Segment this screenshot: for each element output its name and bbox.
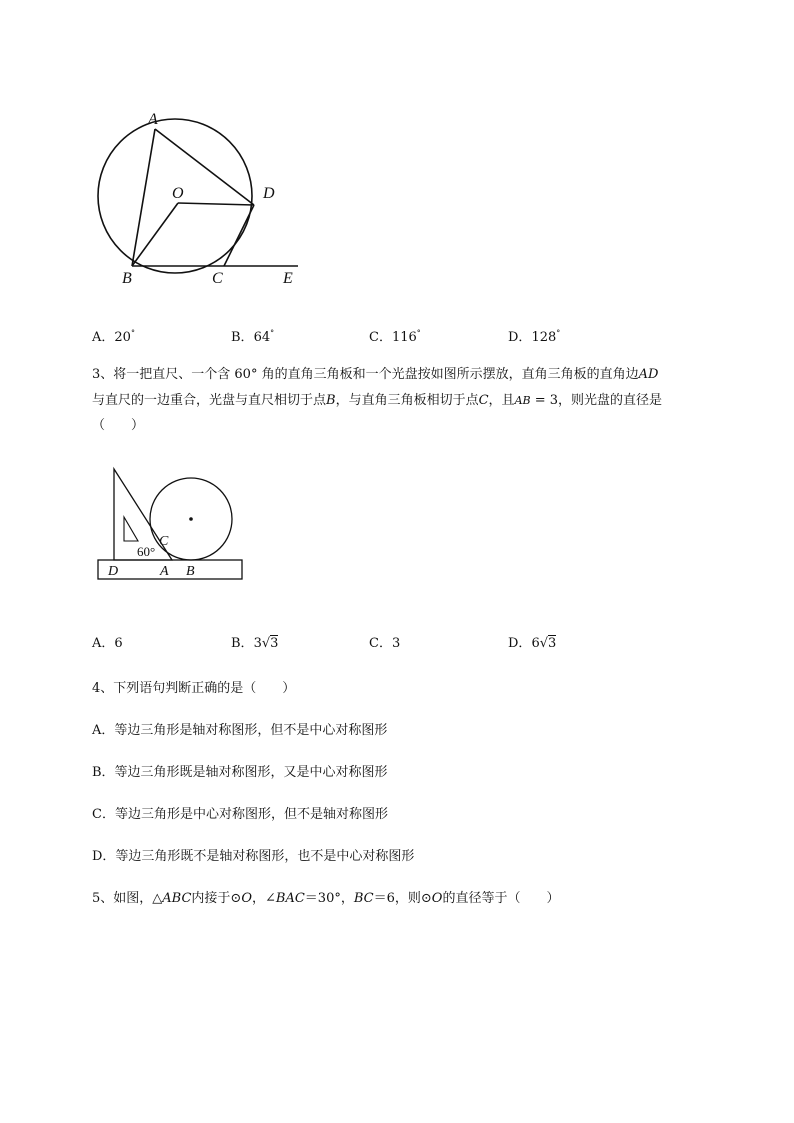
option-letter: D． bbox=[508, 636, 532, 651]
option-letter: A． bbox=[92, 636, 115, 651]
q4-option-b[interactable]: B．等边三角形既是轴对称图形，又是中心对称图形 bbox=[92, 765, 388, 780]
q5-var-bac: BAC bbox=[275, 891, 305, 906]
q3-answer-paren: （ ） bbox=[92, 418, 145, 433]
option-coef: 3 bbox=[253, 636, 262, 651]
q3-var-c: C bbox=[478, 393, 489, 408]
q3-set-square-inner bbox=[124, 517, 138, 541]
option-value: 128 bbox=[531, 330, 557, 345]
q5-var-o: O bbox=[241, 891, 252, 906]
q5-var-abc: ABC bbox=[162, 891, 192, 906]
q4-option-d[interactable]: D．等边三角形既不是轴对称图形，也不是中心对称图形 bbox=[92, 849, 415, 864]
option-letter: B． bbox=[231, 636, 254, 651]
q3-var-ab: AB bbox=[514, 394, 531, 407]
q2-label-c: C bbox=[212, 270, 223, 287]
q3-text: 3、将一把直尺、一个含 60° 角的直角三角板和一个光盘按如图所示摆放，直角三角板的直角边 bbox=[92, 367, 639, 382]
option-letter: A． bbox=[92, 330, 115, 345]
q2-label-e: E bbox=[283, 270, 293, 287]
q3-ruler bbox=[98, 560, 242, 579]
q3-label-b: B bbox=[186, 564, 195, 579]
q5-var-bc: BC bbox=[353, 891, 374, 906]
q4-stem: 4、下列语句判断正确的是（ ） bbox=[92, 681, 296, 696]
q5-text: 的直径等于（ ） bbox=[442, 891, 560, 906]
q2-label-d: D bbox=[263, 185, 275, 202]
option-value: 64 bbox=[253, 330, 271, 345]
q3-text: ，与直角三角板相切于点 bbox=[335, 393, 479, 408]
degree-mark: ° bbox=[416, 328, 421, 338]
q5-text: ，∠ bbox=[252, 891, 276, 906]
option-value: 116 bbox=[391, 330, 417, 345]
option-value: 6 bbox=[114, 636, 123, 651]
option-value: 3 bbox=[391, 636, 401, 651]
sqrt-icon: √ bbox=[261, 636, 271, 651]
q3-text: ，且 bbox=[488, 393, 515, 408]
q3-option-b[interactable] bbox=[231, 632, 278, 651]
q5-text: 内接于⊙ bbox=[191, 891, 242, 906]
option-letter: D． bbox=[508, 330, 532, 345]
q2-label-o: O bbox=[172, 185, 184, 202]
q2-label-b: B bbox=[122, 270, 132, 287]
option-letter: C． bbox=[369, 636, 392, 651]
q3-disc-center bbox=[189, 517, 193, 521]
q2-label-a: A bbox=[148, 111, 158, 128]
q3-text: = 3，则光盘的直径是 bbox=[530, 393, 663, 408]
degree-mark: ° bbox=[130, 328, 135, 338]
option-value: 20 bbox=[114, 330, 131, 345]
q3-option-d[interactable] bbox=[508, 632, 556, 651]
q5-text: 5、如图，△ bbox=[92, 891, 163, 906]
q3-text: 与直尺的一边重合，光盘与直尺相切于点 bbox=[92, 393, 327, 408]
degree-mark: ° bbox=[270, 328, 275, 338]
q4-option-a[interactable]: A．等边三角形是轴对称图形，但不是中心对称图形 bbox=[92, 723, 388, 738]
option-letter: C． bbox=[369, 330, 392, 345]
degree-mark: ° bbox=[556, 328, 561, 338]
q5-stem bbox=[92, 890, 559, 908]
radicand: 3 bbox=[270, 636, 279, 651]
q3-var-ad: AD bbox=[638, 367, 659, 382]
option-coef: 6 bbox=[531, 636, 540, 651]
q3-label-d: D bbox=[108, 564, 119, 579]
q3-option-a[interactable] bbox=[92, 632, 123, 651]
q5-text: ＝6，则⊙ bbox=[373, 891, 432, 906]
sqrt-icon: √ bbox=[539, 636, 549, 651]
q5-text: ＝30°， bbox=[304, 891, 354, 906]
option-letter: B． bbox=[231, 330, 254, 345]
q3-label-a: A bbox=[160, 564, 169, 579]
q3-var-b: B bbox=[326, 393, 336, 408]
q3-option-c[interactable] bbox=[369, 632, 400, 651]
q3-label-c: C bbox=[159, 534, 169, 549]
radicand: 3 bbox=[548, 636, 557, 651]
q3-label-angle: 60° bbox=[137, 544, 156, 559]
q4-option-c[interactable]: C．等边三角形是中心对称图形，但不是轴对称图形 bbox=[92, 807, 388, 822]
q5-var-o: O bbox=[431, 891, 443, 906]
